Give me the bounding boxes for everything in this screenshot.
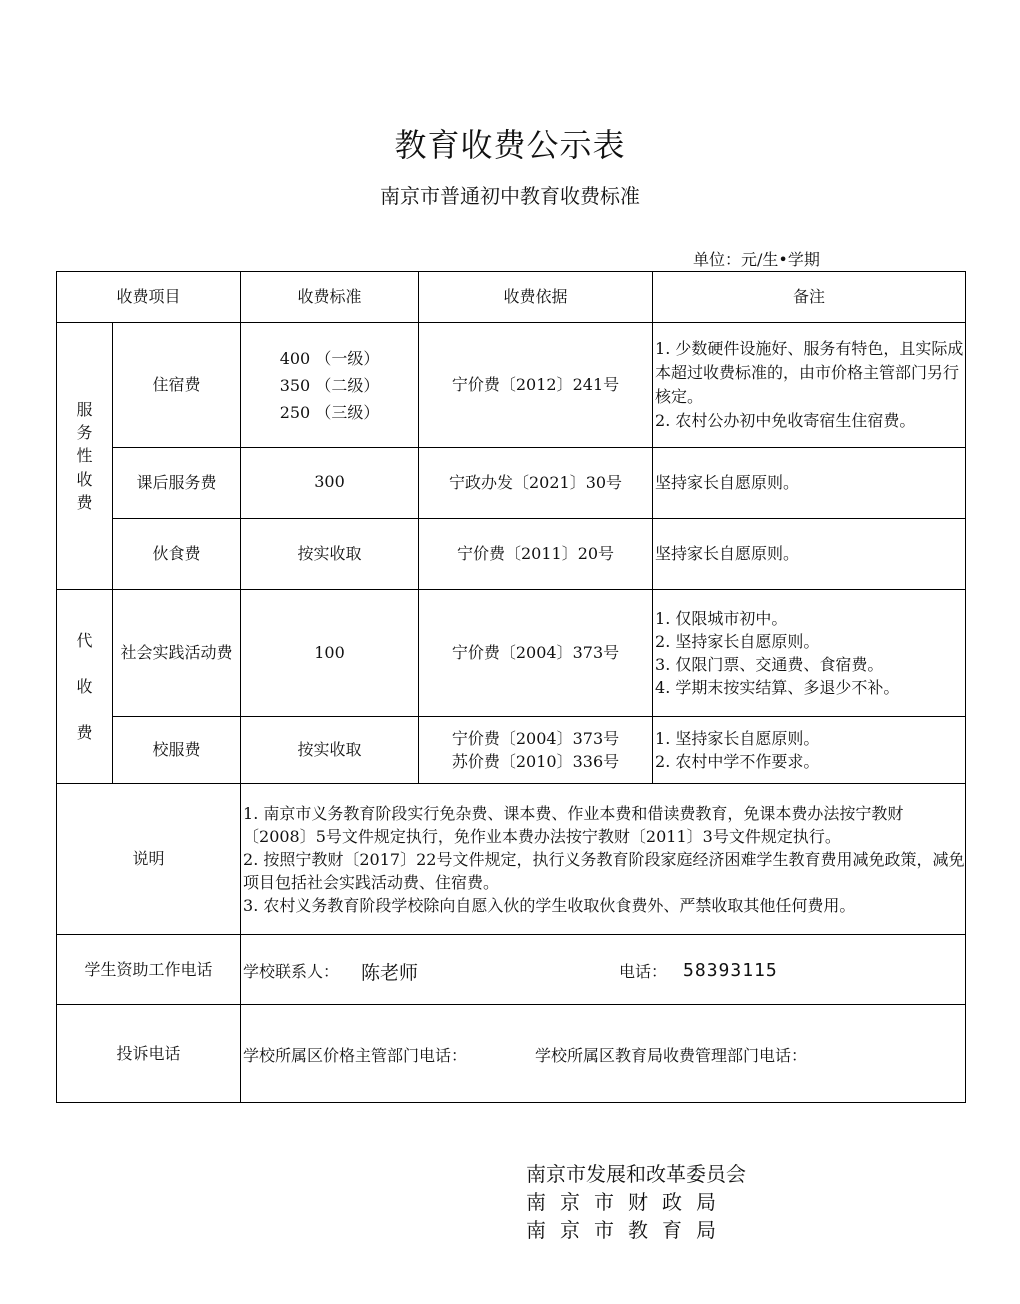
standard-line: 250 （三级） [279,402,380,422]
complaint-label: 投诉电话 [57,1005,241,1103]
header-basis: 收费依据 [419,272,653,323]
page-title: 教育收费公示表 [394,126,626,164]
remark-line: 2. 农村公办初中免收寄宿生住宿费。 [655,411,916,430]
item-remarks [653,519,966,590]
remark-line: 1. 坚持家长自愿原则。 [655,729,820,748]
item-remarks [653,448,966,519]
table-row [57,519,966,590]
group-char: 务 [76,423,93,443]
group-char: 费 [76,722,93,742]
tel-label: 电话： [619,961,668,981]
remark-line: 3. 仅限门票、交通费、食宿费。 [655,655,884,674]
item-name: 课后服务费 [113,448,241,519]
explanation-label: 说明 [57,784,241,935]
item-name: 社会实践活动费 [113,590,241,717]
header-item: 收费项目 [57,272,241,323]
group-char: 代 [76,630,93,650]
aid-phone-label: 学生资助工作电话 [57,935,241,1005]
fee-table [56,271,966,1103]
table-row [57,717,966,784]
tel-number: 58393115 [683,959,778,981]
complaint-content [241,1005,966,1103]
item-remarks [653,323,966,448]
item-basis [419,519,653,590]
basis-line: 宁价费〔2004〕373号 [451,729,620,748]
aid-phone-row [57,935,966,1005]
remark-line: 1. 少数硬件设施好、服务有特色，且实际成本超过收费标准的，由市价格主管部门另行核定。 [655,339,964,406]
standard-line: 100 [314,643,345,663]
remark-line: 4. 学期末按实结算、多退少不补。 [655,678,900,697]
issuing-organizations [526,1160,746,1244]
remark-line: 坚持家长自愿原则。 [655,544,800,564]
standard-line: 按实收取 [297,740,362,760]
org-education: 南京市教育局 [526,1218,730,1242]
standard-line: 按实收取 [297,544,362,564]
header-row [57,272,966,323]
explanation-line: 1. 南京市义务教育阶段实行免杂费、课本费、作业本费和借读费教育，免课本费办法按宁教财〔2008〕5号文件规定执行，免作业本费办法按宁教财〔2011〕3号文件规定执行。 [243,803,904,846]
item-basis [419,590,653,717]
header-remarks: 备注 [653,272,966,323]
org-ndrc: 南京市发展和改革委员会 [526,1162,746,1186]
item-basis [419,323,653,448]
remark-line: 2. 农村中学不作要求。 [655,752,820,771]
group-char: 服 [76,400,93,420]
table-row [57,590,966,717]
remark-line: 1. 仅限城市初中。 [655,609,788,628]
edu-dept-phone-label: 学校所属区教育局收费管理部门电话： [535,1045,808,1065]
standard-line: 400 （一级） [279,348,380,368]
item-basis [419,448,653,519]
item-standard [241,448,419,519]
explanation-line: 2. 按照宁教财〔2017〕22号文件规定，执行义务教育阶段家庭经济困难学生教育费用减免政策，减免项目包括社会实践活动费、住宿费。 [243,849,965,892]
explanation-line: 3. 农村义务教育阶段学校除向自愿入伙的学生收取伙食费外、严禁收取其他任何费用。 [243,895,856,915]
item-remarks [653,590,966,717]
contact-label: 学校联系人： [243,961,340,981]
basis-line: 宁价费〔2012〕241号 [451,375,620,395]
item-name: 校服费 [113,717,241,784]
page-subtitle: 南京市普通初中教育收费标准 [380,184,640,208]
item-standard [241,590,419,717]
item-basis [419,717,653,784]
item-name: 住宿费 [113,323,241,448]
service-group-label [57,323,113,590]
item-standard [241,323,419,448]
item-name: 伙食费 [113,519,241,590]
basis-line: 宁价费〔2011〕20号 [456,544,615,564]
agency-group-label [57,590,113,784]
group-char: 费 [76,492,93,512]
remark-line: 2. 坚持家长自愿原则。 [655,632,820,651]
item-remarks [653,717,966,784]
item-standard [241,717,419,784]
table-row [57,323,966,448]
header-standard: 收费标准 [241,272,419,323]
complaint-row [57,1005,966,1103]
contact-name: 陈老师 [361,961,419,984]
standard-line: 350 （二级） [279,375,380,395]
standard-line: 300 [314,472,345,492]
group-char: 收 [76,469,93,489]
aid-phone-content [241,935,966,1005]
group-char: 性 [76,446,93,466]
price-dept-phone-label: 学校所属区价格主管部门电话： [243,1045,468,1065]
basis-line: 宁政办发〔2021〕30号 [448,473,623,493]
table-row [57,448,966,519]
explanation-row [57,784,966,935]
item-standard [241,519,419,590]
remark-line: 坚持家长自愿原则。 [655,473,800,493]
org-finance: 南京市财政局 [526,1190,730,1214]
explanation-text [241,784,966,935]
basis-line: 宁价费〔2004〕373号 [451,643,620,663]
unit-label: 单位：元/生•学期 [693,250,820,269]
group-char: 收 [76,676,93,696]
basis-line: 苏价费〔2010〕336号 [451,752,620,771]
